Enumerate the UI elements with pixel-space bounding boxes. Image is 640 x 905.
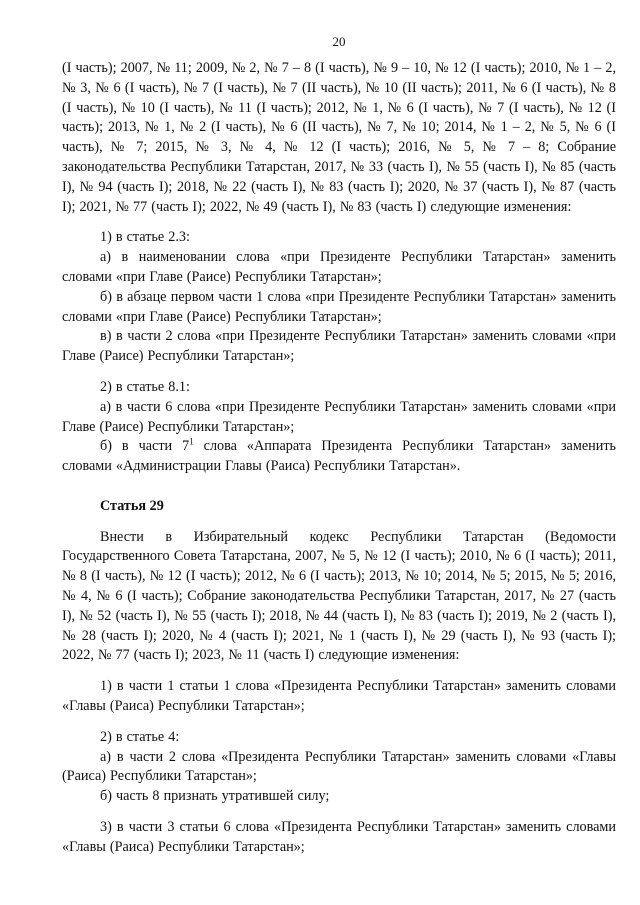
subitem-1b: б) в абзаце первом части 1 слова «при Президенте Республики Татарстан» заменить словами «при Главе (Раисе) Республики Татарстан»; [62,288,616,325]
spacer [62,367,616,378]
spacer [62,717,616,728]
amendment-sources-paragraph: (I часть); 2007, № 11; 2009, № 2, № 7 – 8 (I часть), № 9 – 10, № 12 (I часть); 2010, № 1 – 2, № 3, № 6 (I часть), № 7 (I часть), № 7 (II часть), № 10 (II часть); 2011, № 6 (I часть), № 8 (I часть), № 10 (I часть), № 11 (I часть); 2012, № 1, № 6 (I часть), № 7 (I часть), № 12 (I часть); 2013, № 1, № 2 (I часть), № 6 (II часть), № 7, № 10; 2014, № 1 – 2, № 5, № 6 (I часть), № 7; 2015, № 3, № 4, № 12 (I часть); 2016, № 5, № 7 – 8; Собрание законодательства Республики Татарстан, 2017, № 33 (часть I), № 55 (часть I), № 85 (часть I), № 94 (часть I); 2018, № 22 (часть I), № 83 (часть I); 2020, № 37 (часть I), № 87 (часть I); 2021, № 77 (часть I); 2022, № 49 (часть I), № 83 (часть I) следующие изменения: [62,60,616,215]
page-number: 20 [332,34,346,49]
spacer [62,517,616,528]
subitem-2b-text-start: б) в части 7 [100,438,190,455]
superscript-index: 1 [189,436,194,447]
article-heading: Статья 29 [100,497,164,514]
art29-subitem-2b: б) часть 8 признать утратившей силу; [100,788,330,805]
article-29-intro: Внести в Избирательный кодекс Республики Татарстан (Ведомости Государственного Совета Татарстана, 2007, № 5, № 12 (I часть); 2010, № 6 (I часть); 2011, № 8 (I часть), № 12 (I часть); 2012, № 6 (I часть); 2013, № 10; 2014, № 5; 2015, № 5; 2016, № 4, № 6 (I часть); Собрание законодательства Республики Татарстан, 2017, № 27 (часть I), № 52 (часть I), № 55 (часть I); 2018, № 44 (часть I), № 83 (часть I); 2019, № 2 (часть I), № 28 (часть I); 2020, № 4 (часть I); 2021, № 1 (часть I), № 29 (часть I), № 93 (часть I); 2022, № 77 (часть I); 2023, № 11 (часть I) следующие изменения: [62,528,616,664]
subitem-1a: а) в наименовании слова «при Президенте Республики Татарстан» заменить словами «при Главе (Раисе) Республики Татарстан»; [62,249,616,285]
spacer [62,217,616,228]
subitem-2b [62,437,616,477]
subitem-2b-text-end: слова «Аппарата Президента Республики Татарстан» заменить словами «Администрации Главы (Раиса) Республики Татарстан». [62,438,616,475]
spacer [62,477,616,497]
art29-item-3: 3) в части 3 статьи 6 слова «Президента Республики Татарстан» заменить словами «Главы (Раиса) Республики Татарстан»; [62,818,616,855]
document-page [62,34,616,857]
spacer [62,807,616,818]
subitem-2a: а) в части 6 слова «при Президенте Республики Татарстан» заменить словами «при Главе (Раисе) Республики Татарстан»; [62,398,616,435]
item-1-article-2-3: 1) в статье 2.3: [100,229,190,246]
subitem-1c: в) в части 2 слова «при Президенте Республики Татарстан» заменить словами «при Главе (Раисе) Республики Татарстан»; [62,328,616,365]
art29-subitem-2a: а) в части 2 слова «Президента Республики Татарстан» заменить словами «Главы (Раиса) Республики Татарстан»; [62,748,616,785]
item-2-article-8-1: 2) в статье 8.1: [100,378,190,395]
art29-item-2: 2) в статье 4: [100,728,180,745]
spacer [62,666,616,677]
art29-item-1: 1) в части 1 статьи 1 слова «Президента Республики Татарстан» заменить словами «Главы (Раиса) Республики Татарстан»; [62,678,616,714]
